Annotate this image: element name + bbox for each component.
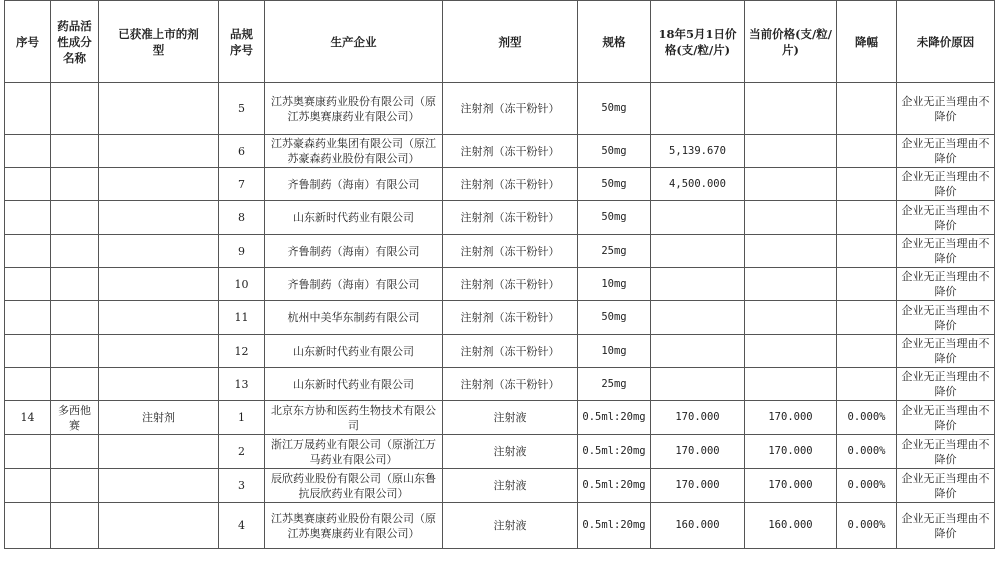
cell-form: 注射剂（冻干粉针）	[443, 335, 578, 368]
cell-seq	[5, 503, 51, 549]
cell-seq	[5, 268, 51, 301]
cell-reduction: 0.000%	[837, 435, 897, 469]
cell-current-price	[745, 83, 837, 135]
cell-seq	[5, 83, 51, 135]
table-row	[5, 301, 995, 335]
cell-ingredient	[51, 135, 99, 168]
cell-form: 注射剂（冻干粉针）	[443, 301, 578, 335]
cell-manufacturer: 齐鲁制药（海南）有限公司	[265, 168, 443, 201]
cell-spec: 0.5ml:20mg	[578, 435, 651, 469]
cell-spec-seq: 11	[219, 301, 265, 335]
cell-reduction: 0.000%	[837, 503, 897, 549]
cell-spec-seq: 9	[219, 235, 265, 268]
cell-spec: 0.5ml:20mg	[578, 401, 651, 435]
cell-current-price: 170.000	[745, 469, 837, 503]
table-row	[5, 83, 995, 135]
header-seq: 序号	[5, 1, 51, 83]
cell-price-may: 4,500.000	[651, 168, 745, 201]
cell-form: 注射液	[443, 469, 578, 503]
cell-reason: 企业无正当理由不降价	[897, 503, 995, 549]
cell-spec-seq: 10	[219, 268, 265, 301]
cell-form: 注射剂（冻干粉针）	[443, 268, 578, 301]
cell-manufacturer: 杭州中美华东制药有限公司	[265, 301, 443, 335]
cell-spec-seq: 13	[219, 368, 265, 401]
cell-current-price	[745, 268, 837, 301]
header-spec: 规格	[578, 1, 651, 83]
table-row	[5, 168, 995, 201]
cell-reduction	[837, 335, 897, 368]
cell-form: 注射液	[443, 435, 578, 469]
table-row	[5, 135, 995, 168]
cell-price-may: 5,139.670	[651, 135, 745, 168]
cell-reason: 企业无正当理由不降价	[897, 335, 995, 368]
cell-ingredient	[51, 503, 99, 549]
cell-reduction	[837, 268, 897, 301]
cell-approved-form	[99, 503, 219, 549]
cell-ingredient	[51, 301, 99, 335]
header-row	[5, 1, 995, 83]
cell-current-price	[745, 135, 837, 168]
header-current-price: 当前价格(支/粒/片)	[745, 1, 837, 83]
cell-reason: 企业无正当理由不降价	[897, 301, 995, 335]
cell-spec-seq: 8	[219, 201, 265, 235]
cell-seq	[5, 368, 51, 401]
cell-spec: 10mg	[578, 268, 651, 301]
cell-reduction	[837, 201, 897, 235]
cell-manufacturer: 山东新时代药业有限公司	[265, 201, 443, 235]
cell-current-price: 170.000	[745, 401, 837, 435]
table-row	[5, 401, 995, 435]
cell-approved-form	[99, 469, 219, 503]
cell-price-may	[651, 235, 745, 268]
cell-spec-seq: 3	[219, 469, 265, 503]
table-row	[5, 201, 995, 235]
cell-approved-form: 注射剂	[99, 401, 219, 435]
cell-seq	[5, 235, 51, 268]
cell-ingredient	[51, 168, 99, 201]
header-ingredient: 药品活性成分名称	[51, 1, 99, 83]
cell-manufacturer: 山东新时代药业有限公司	[265, 368, 443, 401]
cell-approved-form	[99, 168, 219, 201]
cell-reason: 企业无正当理由不降价	[897, 201, 995, 235]
cell-price-may	[651, 201, 745, 235]
table-row	[5, 235, 995, 268]
cell-reason: 企业无正当理由不降价	[897, 469, 995, 503]
cell-current-price	[745, 235, 837, 268]
cell-price-may: 170.000	[651, 435, 745, 469]
cell-spec: 50mg	[578, 135, 651, 168]
cell-ingredient	[51, 268, 99, 301]
cell-manufacturer: 山东新时代药业有限公司	[265, 335, 443, 368]
cell-ingredient	[51, 235, 99, 268]
cell-manufacturer: 辰欣药业股份有限公司（原山东鲁抗辰欣药业有限公司）	[265, 469, 443, 503]
cell-manufacturer: 北京东方协和医药生物技术有限公司	[265, 401, 443, 435]
cell-seq: 14	[5, 401, 51, 435]
cell-spec: 50mg	[578, 301, 651, 335]
cell-form: 注射剂（冻干粉针）	[443, 235, 578, 268]
cell-current-price	[745, 335, 837, 368]
cell-seq	[5, 435, 51, 469]
cell-seq	[5, 301, 51, 335]
table-row	[5, 435, 995, 469]
cell-manufacturer: 浙江万晟药业有限公司（原浙江万马药业有限公司）	[265, 435, 443, 469]
header-form: 剂型	[443, 1, 578, 83]
cell-reason: 企业无正当理由不降价	[897, 268, 995, 301]
cell-spec-seq: 2	[219, 435, 265, 469]
table-row	[5, 503, 995, 549]
cell-current-price	[745, 168, 837, 201]
cell-manufacturer: 齐鲁制药（海南）有限公司	[265, 235, 443, 268]
cell-ingredient	[51, 435, 99, 469]
header-price-may: 18年5月1日价格(支/粒/片)	[651, 1, 745, 83]
cell-reason: 企业无正当理由不降价	[897, 135, 995, 168]
table-row	[5, 469, 995, 503]
cell-ingredient	[51, 469, 99, 503]
cell-spec: 25mg	[578, 368, 651, 401]
cell-approved-form	[99, 435, 219, 469]
header-reduction: 降幅	[837, 1, 897, 83]
cell-spec: 0.5ml:20mg	[578, 503, 651, 549]
table-row	[5, 268, 995, 301]
cell-reduction	[837, 368, 897, 401]
cell-reduction	[837, 301, 897, 335]
cell-seq	[5, 469, 51, 503]
cell-reduction	[837, 135, 897, 168]
cell-spec-seq: 6	[219, 135, 265, 168]
cell-ingredient	[51, 83, 99, 135]
cell-manufacturer: 江苏豪森药业集团有限公司（原江苏豪森药业股份有限公司）	[265, 135, 443, 168]
table-row	[5, 335, 995, 368]
header-spec-seq: 品规序号	[219, 1, 265, 83]
cell-reduction	[837, 235, 897, 268]
cell-price-may: 160.000	[651, 503, 745, 549]
header-approved-form: 已获准上市的剂型	[99, 1, 219, 83]
cell-approved-form	[99, 335, 219, 368]
cell-form: 注射剂（冻干粉针）	[443, 168, 578, 201]
cell-seq	[5, 201, 51, 235]
cell-approved-form	[99, 368, 219, 401]
cell-price-may	[651, 268, 745, 301]
cell-price-may	[651, 83, 745, 135]
cell-form: 注射液	[443, 401, 578, 435]
cell-spec: 10mg	[578, 335, 651, 368]
cell-manufacturer: 齐鲁制药（海南）有限公司	[265, 268, 443, 301]
cell-spec-seq: 5	[219, 83, 265, 135]
cell-reason: 企业无正当理由不降价	[897, 168, 995, 201]
cell-reduction: 0.000%	[837, 401, 897, 435]
cell-approved-form	[99, 235, 219, 268]
cell-spec: 50mg	[578, 83, 651, 135]
cell-ingredient: 多西他赛	[51, 401, 99, 435]
cell-form: 注射液	[443, 503, 578, 549]
cell-spec: 25mg	[578, 235, 651, 268]
cell-reason: 企业无正当理由不降价	[897, 368, 995, 401]
cell-form: 注射剂（冻干粉针）	[443, 201, 578, 235]
cell-current-price	[745, 368, 837, 401]
cell-ingredient	[51, 368, 99, 401]
cell-approved-form	[99, 201, 219, 235]
cell-approved-form	[99, 135, 219, 168]
cell-seq	[5, 135, 51, 168]
cell-seq	[5, 168, 51, 201]
cell-reason: 企业无正当理由不降价	[897, 435, 995, 469]
cell-reduction	[837, 83, 897, 135]
cell-spec-seq: 12	[219, 335, 265, 368]
table-row	[5, 368, 995, 401]
cell-reduction	[837, 168, 897, 201]
cell-spec: 50mg	[578, 201, 651, 235]
cell-price-may: 170.000	[651, 401, 745, 435]
cell-price-may	[651, 335, 745, 368]
cell-price-may	[651, 368, 745, 401]
cell-reason: 企业无正当理由不降价	[897, 401, 995, 435]
cell-form: 注射剂（冻干粉针）	[443, 368, 578, 401]
header-reason: 未降价原因	[897, 1, 995, 83]
cell-spec-seq: 1	[219, 401, 265, 435]
header-manufacturer: 生产企业	[265, 1, 443, 83]
cell-current-price	[745, 301, 837, 335]
cell-manufacturer: 江苏奥赛康药业股份有限公司（原江苏奥赛康药业有限公司）	[265, 83, 443, 135]
cell-spec: 0.5ml:20mg	[578, 469, 651, 503]
cell-current-price: 160.000	[745, 503, 837, 549]
cell-form: 注射剂（冻干粉针）	[443, 135, 578, 168]
cell-approved-form	[99, 83, 219, 135]
cell-spec: 50mg	[578, 168, 651, 201]
cell-current-price: 170.000	[745, 435, 837, 469]
cell-approved-form	[99, 301, 219, 335]
cell-reduction: 0.000%	[837, 469, 897, 503]
drug-price-table	[4, 0, 995, 549]
cell-approved-form	[99, 268, 219, 301]
cell-price-may: 170.000	[651, 469, 745, 503]
cell-reason: 企业无正当理由不降价	[897, 83, 995, 135]
cell-ingredient	[51, 335, 99, 368]
cell-form: 注射剂（冻干粉针）	[443, 83, 578, 135]
cell-manufacturer: 江苏奥赛康药业股份有限公司（原江苏奥赛康药业有限公司）	[265, 503, 443, 549]
cell-current-price	[745, 201, 837, 235]
cell-spec-seq: 4	[219, 503, 265, 549]
document-page	[4, 0, 994, 569]
cell-ingredient	[51, 201, 99, 235]
cell-seq	[5, 335, 51, 368]
cell-price-may	[651, 301, 745, 335]
table-body	[5, 83, 995, 549]
cell-reason: 企业无正当理由不降价	[897, 235, 995, 268]
cell-spec-seq: 7	[219, 168, 265, 201]
